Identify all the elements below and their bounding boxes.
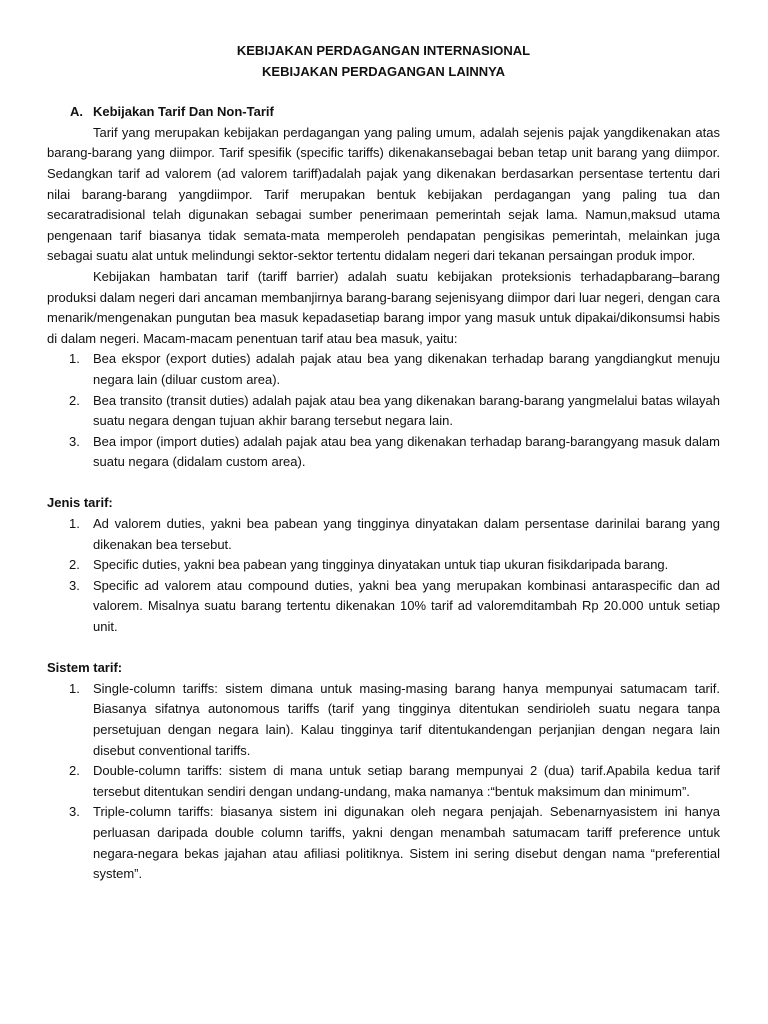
list-item [47, 391, 720, 432]
list-item [47, 514, 720, 555]
list-number: 3. [69, 577, 80, 593]
list-item [47, 802, 720, 884]
sistem-tarif-heading: Sistem tarif: [47, 660, 123, 676]
section-a-title: Kebijakan Tarif Dan Non-Tarif [93, 104, 274, 120]
list-number: 2. [69, 763, 80, 779]
list-item [47, 679, 720, 761]
list-item [47, 576, 720, 638]
list-number: 3. [69, 433, 80, 449]
list-item [47, 432, 720, 473]
list-item [47, 349, 720, 390]
list-text: Bea transito (transit duties) adalah pajak atau bea yang dikenakan barang-barang yangmelalui batas wilayah suatu negara dengan tujuan akhir barang tersebut negara lain. [93, 392, 720, 429]
list-number: 2. [69, 392, 80, 408]
sistem-tarif-list [47, 679, 720, 885]
list-text: Triple-column tariffs: biasanya sistem ini digunakan oleh negara penjajah. Sebenarnyasistem ini hanya perluasan daripada double column tariffs, yakni dengan menambah satumacam tariff preference untuk negara-negara bekas jajahan atau afiliasi politiknya. Sistem ini sering disebut dengan nama “preferential system”. [93, 804, 720, 882]
document-title: KEBIJAKAN PERDAGANGAN INTERNASIONAL [236, 43, 531, 58]
list-number: 2. [69, 557, 80, 573]
list-text: Bea ekspor (export duties) adalah pajak atau bea yang dikenakan terhadap barang yangdiangkut menuju negara lain (diluar custom area). [93, 351, 720, 387]
jenis-tarif-heading: Jenis tarif: [47, 495, 113, 511]
list-text: Specific duties, yakni bea pabean yang tingginya dinyatakan untuk tiap ukuran fisikdaripada barang. [93, 557, 669, 573]
spacer [47, 638, 720, 659]
document-subtitle: KEBIJAKAN PERDAGANGAN LAINNYA [262, 63, 505, 79]
list-text: Ad valorem duties, yakni bea pabean yang tingginya dinyatakan dalam persentase darinilai barang yang dikenakan bea tersebut. [93, 516, 720, 552]
list-number: 3. [69, 804, 80, 820]
list-number: 1. [69, 351, 80, 367]
list-number: 1. [69, 680, 80, 696]
jenis-tarif-list [47, 514, 720, 638]
bea-list [47, 349, 720, 473]
section-a-heading [47, 102, 720, 123]
list-number: 1. [69, 516, 80, 532]
list-text: Bea impor (import duties) adalah pajak atau bea yang dikenakan terhadap barang-barangyang masuk dalam suatu negara (didalam custom area). [93, 433, 720, 470]
list-text: Double-column tariffs: sistem di mana untuk setiap barang mempunyai 2 (dua) tarif.Apabila kedua tarif tersebut ditentukan sendiri dengan undang-undang, maka namanya :“bentuk maksimum dan minimum”. [93, 763, 720, 799]
paragraph-hambatan-tarif: Kebijakan hambatan tarif (tariff barrier) adalah suatu kebijakan proteksionis terhadapbarang–barang produksi dalam negeri dari ancaman membanjirnya barang-barang sejenisyang diimpor dari luar negeri, dengan cara menarik/mengenakan pungutan bea masuk kepadasetiap barang impor yang masuk untuk dipakai/dikonsumsi habis di dalam negeri. Macam-macam penentuan tarif atau bea masuk, yaitu: [47, 268, 720, 346]
list-item [47, 761, 720, 802]
spacer [47, 473, 720, 494]
list-item [47, 555, 720, 576]
paragraph-tarif: Tarif yang merupakan kebijakan perdagangan yang paling umum, adalah sejenis pajak yangdikenakan atas barang-barang yang diimpor. Tarif spesifik (specific tariffs) dikenakansebagai beban tetap unit barang yang diimpor. Sedangkan tarif ad valorem (ad valorem tariff)adalah pajak yang dikenakan berdasarkan persentase tertentu dari nilai barang-barang yangdiimpor. Tarif merupakan bentuk kebijakan perdagangan yang paling tua dan secaratradisional telah digunakan sebagai sumber penerimaan pemerintah sejak lama. Namun,maksud utama pengenaan tarif biasanya tidak semata-mata memperoleh pendapatan pengisikas pemerintah, melainkan juga sebagai suatu alat untuk melindungi sektor-sektor tertentu didalam negeri dari tekanan persaingan produk impor. [47, 124, 720, 264]
section-letter: A. [70, 104, 83, 120]
list-text: Single-column tariffs: sistem dimana untuk masing-masing barang hanya mempunyai satumacam tarif. Biasanya sifatnya autonomous tariffs (tarif yang tingginya ditentukan sendirioleh suatu negara tanpa persetujuan dengan negara lain). Kalau tingginya tarif ditentukandengan perjanjian dengan negara lain disebut conventional tariffs. [93, 680, 720, 758]
list-text: Specific ad valorem atau compound duties, yakni bea yang merupakan kombinasi antaraspecific dan ad valorem. Misalnya suatu barang tertentu dikenakan 10% tarif ad valoremditambah Rp 20.000 untuk setiap unit. [93, 577, 720, 635]
